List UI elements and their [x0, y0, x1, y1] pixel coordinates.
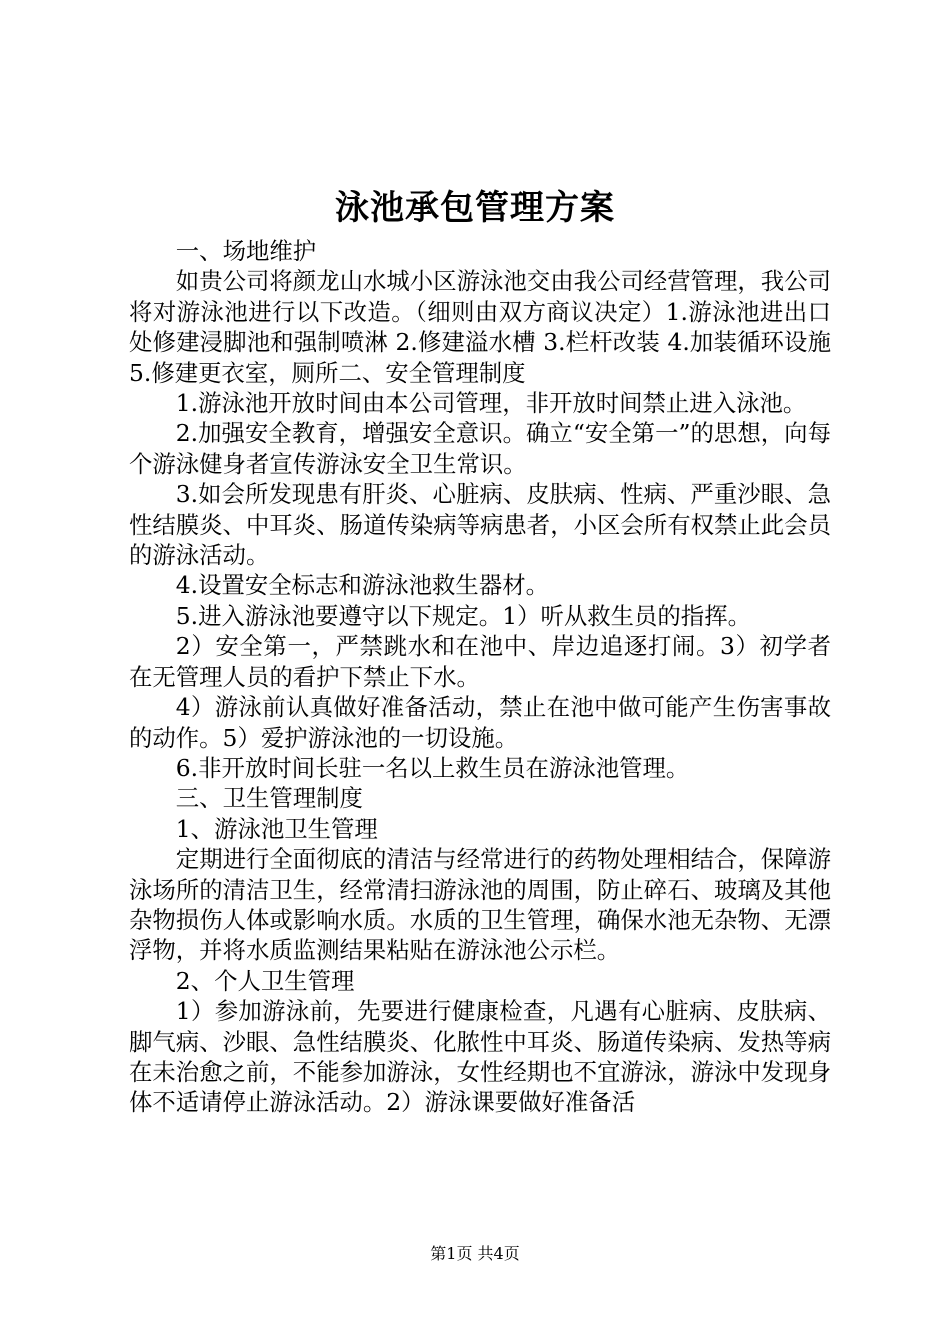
section-heading: 三、卫生管理制度 [175, 784, 363, 813]
paragraph: 1）参加游泳前，先要进行健康检查，凡遇有心脏病、皮肤病、脚气病、沙眼、急性结膜炎、化脓性中耳炎、肠道传染病、发热等病在未治愈之前，不能参加游泳，女性经期也不宜游泳，游泳中发现身体不适请停止游泳活动。2）游泳课要做好准备活 [129, 997, 831, 1117]
paragraph: 4）游泳前认真做好准备活动，禁止在池中做可能产生伤害事故的动作。5）爱护游泳池的一切设施。 [129, 693, 831, 752]
paragraph: 3.如会所发现患有肝炎、心脏病、皮肤病、性病、严重沙眼、急性结膜炎、中耳炎、肠道传染病等病患者，小区会所有权禁止此会员的游泳活动。 [129, 480, 831, 570]
paragraph: 2）安全第一，严禁跳水和在池中、岸边追逐打闹。3）初学者在无管理人员的看护下禁止下水。 [129, 632, 831, 691]
paragraph: 定期进行全面彻底的清洁与经常进行的药物处理相结合，保障游泳场所的清洁卫生，经常清扫游泳池的周围，防止碎石、玻璃及其他杂物损伤人体或影响水质。水质的卫生管理，确保水池无杂物、无漂浮物，并将水质监测结果粘贴在游泳池公示栏。 [129, 845, 831, 965]
paragraph: 2.加强安全教育，增强安全意识。确立“安全第一”的思想，向每个游泳健身者宣传游泳安全卫生常识。 [129, 419, 831, 478]
document-body [129, 236, 831, 1118]
document-title: 泳池承包管理方案 [335, 188, 615, 228]
page-footer: 第1页 共4页 [430, 1244, 520, 1263]
section-heading: 一、场地维护 [175, 237, 317, 265]
paragraph: 1.游泳池开放时间由本公司管理，非开放时间禁止进入泳池。 [175, 389, 807, 418]
subsection-heading: 2、个人卫生管理 [175, 966, 355, 995]
paragraph: 4.设置安全标志和游泳池救生器材。 [175, 571, 549, 600]
subsection-heading: 1、游泳池卫生管理 [175, 814, 378, 843]
paragraph: 如贵公司将颜龙山水城小区游泳池交由我公司经营管理，我公司将对游泳池进行以下改造。（细则由双方商议决定）1.游泳池进出口处修建浸脚池和强制喷淋 2.修建溢水槽 3.栏杆改装 4.加装循环设施 5.修建更衣室，厕所二、安全管理制度 [129, 267, 831, 387]
paragraph: 5.进入游泳池要遵守以下规定。1）听从救生员的指挥。 [175, 601, 751, 630]
paragraph: 6.非开放时间长驻一名以上救生员在游泳池管理。 [175, 753, 690, 782]
